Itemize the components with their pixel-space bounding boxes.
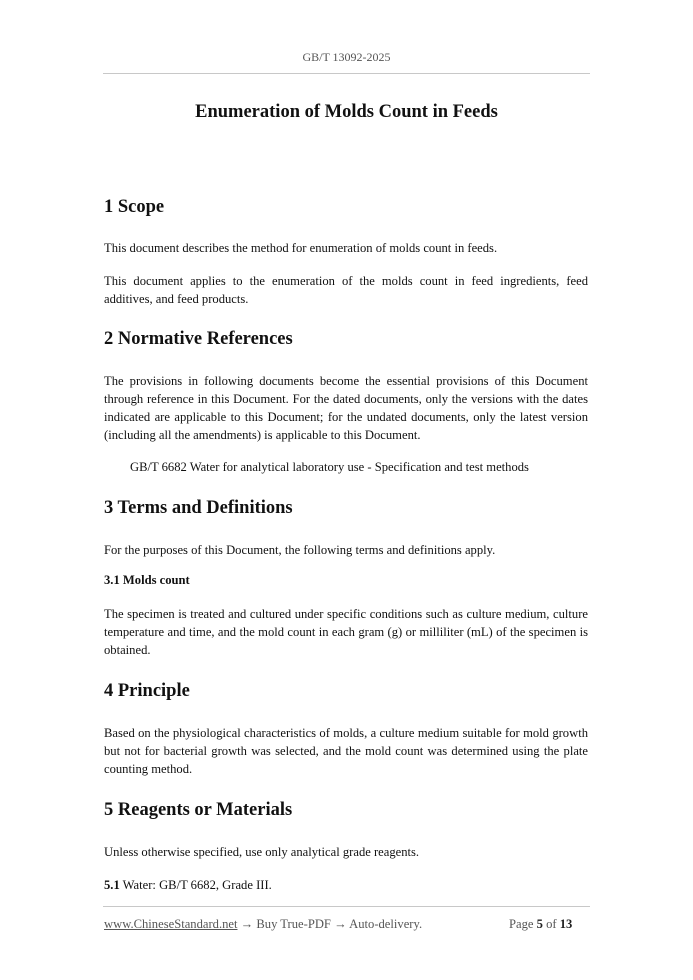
section-heading-reagents: 5 Reagents or Materials <box>104 800 293 820</box>
section-heading-scope: 1 Scope <box>104 197 165 217</box>
page-header: GB/T 13092-2025 <box>302 50 391 64</box>
reagent-item-number: 5.1 <box>104 878 120 892</box>
site-link[interactable]: www.ChineseStandard.net <box>104 917 238 931</box>
document-title: Enumeration of Molds Count in Feeds <box>195 102 498 122</box>
section-heading-terms: 3 Terms and Definitions <box>104 498 293 518</box>
footer-divider <box>103 906 590 907</box>
section-heading-normative-references: 2 Normative References <box>104 329 293 349</box>
reagent-item-5-1 <box>104 876 588 894</box>
section-heading-principle: 4 Principle <box>104 681 190 701</box>
scope-paragraph-2: This document applies to the enumeration of the molds count in feed ingredients, feed additives, and feed products. <box>104 274 588 306</box>
footer-tagline: → Buy True-PDF → Auto-delivery. <box>237 917 423 931</box>
reagent-item-text: Water: GB/T 6682, Grade III. <box>122 878 272 892</box>
page-current: 5 <box>536 917 543 931</box>
header-divider <box>103 73 590 74</box>
reagents-paragraph: Unless otherwise specified, use only analytical grade reagents. <box>104 845 420 859</box>
page-number <box>509 917 572 932</box>
page-total: 13 <box>559 917 573 931</box>
terms-paragraph: For the purposes of this Document, the following terms and definitions apply. <box>104 543 496 557</box>
footer-promo <box>104 917 422 932</box>
normative-reference-item: GB/T 6682 Water for analytical laboratory use - Specification and test methods <box>130 460 529 474</box>
normative-paragraph: The provisions in following documents become the essential provisions of this Document through reference in this Document. For the dated documents, only the versions with the dates indicated are applicable to this Document; for the undated documents, only the latest version (including all the amendments) is applicable to this Document. <box>104 374 588 442</box>
term-heading-molds-count: 3.1 Molds count <box>104 573 190 587</box>
scope-paragraph-1: This document describes the method for enumeration of molds count in feeds. <box>104 241 498 255</box>
of-label: of <box>546 917 557 931</box>
page-label: Page <box>509 917 534 931</box>
term-definition-molds-count: The specimen is treated and cultured under specific conditions such as culture medium, culture temperature and time, and the mold count in each gram (g) or milliliter (mL) of the specimen is obtained. <box>104 607 588 657</box>
principle-paragraph: Based on the physiological characteristics of molds, a culture medium suitable for mold growth but not for bacterial growth was selected, and the mold count was determined using the plate counting method. <box>104 726 588 776</box>
